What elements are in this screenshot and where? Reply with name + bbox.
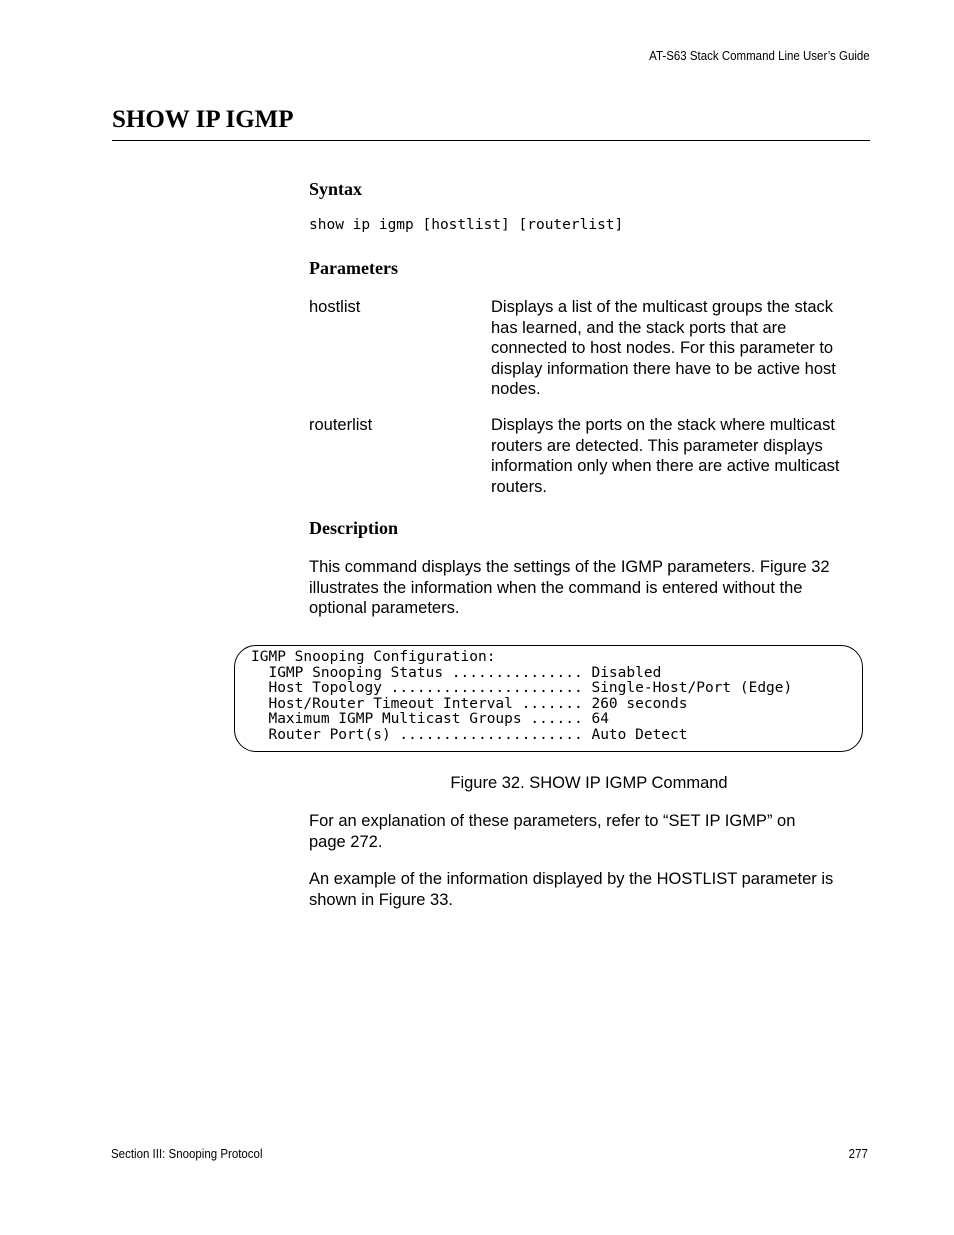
syntax-heading: Syntax [309, 179, 363, 199]
explanation-paragraph: For an explanation of these parameters, refer to “SET IP IGMP” on page 272. [309, 812, 796, 851]
description-paragraph: This command displays the settings of the IGMP parameters. Figure 32 illustrates the information when the command is entered without the optional parameters. [309, 558, 830, 617]
param-desc-hostlist: Displays a list of the multicast groups the stack has learned, and the stack ports that are connected to host nodes. For this parameter to display information there have to be active host nodes. [491, 298, 836, 398]
figure-line: Host Topology ...................... Single-Host/Port (Edge) [251, 680, 793, 696]
footer-section: Section III: Snooping Protocol [111, 1147, 263, 1161]
title-rule [112, 140, 870, 141]
param-desc-routerlist: Displays the ports on the stack where multicast routers are detected. This parameter displays information only when there are active multicast routers. [491, 416, 840, 496]
parameters-heading: Parameters [309, 258, 398, 278]
figure-line: IGMP Snooping Configuration: [251, 649, 496, 665]
figure-line: IGMP Snooping Status ............... Disabled [251, 665, 662, 681]
description-heading: Description [309, 518, 398, 538]
figure-line: Maximum IGMP Multicast Groups ...... 64 [251, 711, 609, 727]
figure-line: Host/Router Timeout Interval ....... 260 seconds [251, 696, 688, 712]
param-name-hostlist: hostlist [309, 298, 361, 316]
param-name-routerlist: routerlist [309, 416, 373, 434]
figure-line: Router Port(s) ..................... Auto Detect [251, 727, 688, 743]
figure-caption: Figure 32. SHOW IP IGMP Command [450, 774, 728, 792]
hostlist-example-paragraph: An example of the information displayed by the HOSTLIST parameter is shown in Figure 33. [309, 870, 834, 909]
syntax-command: show ip igmp [hostlist] [routerlist] [309, 217, 624, 233]
page-title: SHOW IP IGMP [112, 106, 294, 133]
running-header: AT-S63 Stack Command Line User’s Guide [649, 49, 870, 63]
footer-page-number: 277 [848, 1147, 868, 1161]
